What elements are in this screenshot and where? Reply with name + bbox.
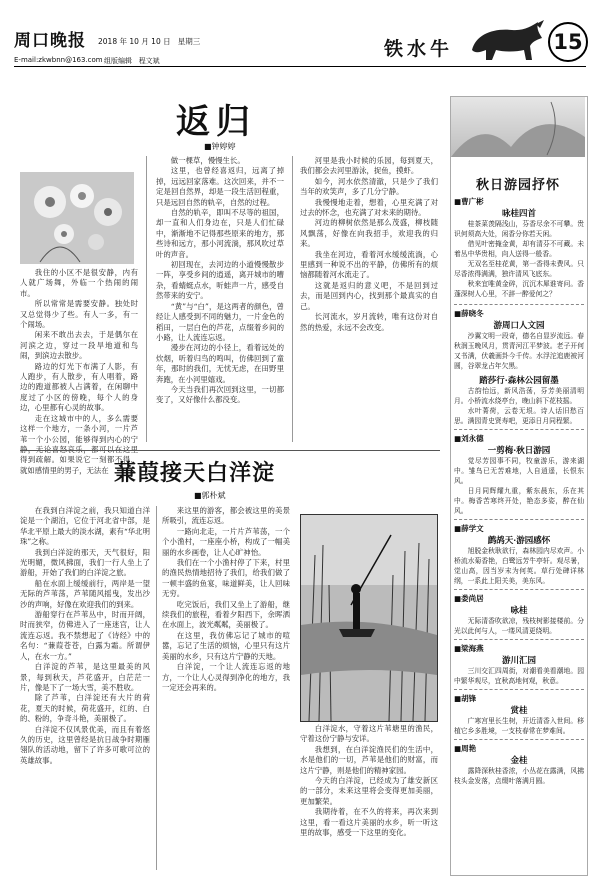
poem-title: 金桂 xyxy=(510,756,528,766)
paragraph: 在这里，我仿佛忘记了城市的喧嚣，忘记了生活的烦恼，心里只有这片美丽的水乡，只有这片宁静的天地。 xyxy=(162,630,290,661)
poem-author: ■薛学文 xyxy=(454,524,484,533)
paragraph: 在我到白洋淀之前，我只知道白洋淀是一个湖泊，它位于河北省中部，是华北平原上最大的淡水湖，素有“华北明珠”之称。 xyxy=(20,506,150,547)
paragraph: 来这里的游客，都会被这里的美景所吸引，流连忘返。 xyxy=(162,506,290,526)
poem-title: 鹧鸪天·游园感怀 xyxy=(487,536,551,546)
poem-line: 无双名至桂花黄，第一香得未费风。只尽香浓得满满，独许清风飞底东。 xyxy=(454,260,584,278)
paragraph: 除了芦苇，白洋淀还有大片的荷花，夏天的时候，荷花盛开，红的、白的、粉的，争奇斗艳，美丽极了。 xyxy=(20,693,150,724)
reed-boat-photo xyxy=(300,514,438,722)
paragraph: 一路向北走，一片片芦苇荡，一个个小渔村，一座座小桥，构成了一幅美丽的水乡画卷，让人心旷神怡。 xyxy=(162,526,290,557)
paragraph: 如今，河水依然清澈，只是少了我们当年的欢笑声，多了几分宁静。 xyxy=(300,176,438,197)
editor-label: 组版编辑 xyxy=(104,57,132,65)
masthead-rule xyxy=(14,66,586,67)
paragraph: 路边的灯光下布满了人影，有人跑步，有人散步，有人唱着，路边的跑道都被人占满着，在闲聊中度过了小区的傍晚，每个人的身边，心里都有心灵的故事。 xyxy=(20,361,138,413)
poem-author: ■周艳 xyxy=(454,744,477,753)
poem-line: 广寒宫里长生树，开近清香入世间。移植它乡多胜境，一支枝春常在梦难间。 xyxy=(454,717,584,735)
poem-line: 觉尽芳园事不同，牧童游乐，游来湖中。雏鸟已无苦难地，人自逍遥，长恨东风。 xyxy=(454,457,584,485)
poem-title: 一剪梅·秋日游园 xyxy=(487,446,551,456)
paragraph: 吃完饭后，我们又坐上了游船，继续我们的旅程，看着夕阳西下，余晖洒在水面上，波光粼粼，美丽极了。 xyxy=(162,599,290,630)
poem-entry xyxy=(454,693,584,736)
article2-title: 蒹葭接天白洋淀 xyxy=(114,461,276,486)
newspaper-logo: 周口晚报 xyxy=(14,31,86,51)
poem-title: 游川汇园 xyxy=(501,656,536,666)
poem-line: 三川交汇四周街，对潮看美看潮地。园中繁华观尽，宜秋高地何观，秋意。 xyxy=(454,667,584,685)
poem-line: 水叶菁荷，云卷无垠。诗人话旧愁百思。满园青史贤寿吧，更添日月同程繁。 xyxy=(454,407,584,425)
editor-credit xyxy=(104,56,160,66)
poem-author: ■薛晓冬 xyxy=(454,309,484,318)
paragraph: 走在这城市中的人，多么需要这样一个地方，一条小河，一片芦苇一个小公园，能够得到内心的宁静，无论喜怒哀乐，都可以在这里得到疏解。如果说它一刻都不得，就如感情里的男子，无法在 xyxy=(20,413,138,475)
poem-title: 赏桂 xyxy=(510,706,528,716)
poem-title: 游周口人文园 xyxy=(493,321,545,331)
article1-column-3 xyxy=(300,156,438,444)
paragraph: 漫步在河边的小径上，看着远处的炊烟，听着归鸟的鸣叫，仿佛回到了童年，那时的我们，无忧无虑，在田野里奔跑，在小河里嬉戏。 xyxy=(156,343,284,384)
flower-photo xyxy=(20,172,134,264)
article2-byline: ■郭朴斌 xyxy=(194,491,226,500)
poem-line: 秋来宜唯黄金碎，沉沉木犀谁寄问。香蓬深树人心里，不辞一醉爱何之？ xyxy=(454,280,584,298)
poem-entry xyxy=(454,523,584,586)
paragraph: 白洋淀，一个让人流连忘返的地方，一个让人心灵得到净化的地方，我一定还会再来的。 xyxy=(162,662,290,692)
paragraph: 我期待着，在不久的将来，再次来到这里，看一看这片美丽的水乡，听一听这里的故事，感受一下这里的变化。 xyxy=(300,807,438,838)
poem-entry xyxy=(454,374,584,426)
article1-column-2 xyxy=(156,156,284,444)
article-title: 返归 xyxy=(176,102,256,142)
poem-author: ■胡锋 xyxy=(454,694,477,703)
poem-title: 咏桂四首 xyxy=(501,209,536,219)
poem-line: 借见叶密掩金黄，却有清芬不可藏。未着丛中华贵相，向人送得一般香。 xyxy=(454,240,584,258)
poem-entry xyxy=(454,196,584,299)
poem-line: 桂茶菜羡隔浅山，芬香尽余不可攀。贵识何须高大处，闲香分你若天闲。 xyxy=(454,220,584,238)
article2-column-3 xyxy=(300,724,438,872)
poem-title: 踏莎行·森林公园留墨 xyxy=(479,376,559,386)
page-number: 15 xyxy=(548,22,588,62)
poem-title: 咏桂 xyxy=(510,606,528,616)
paragraph: 白洋淀的芦苇，是这里最美的风景，每到秋天，芦花盛开，白茫茫一片，像是下了一场大雪，美不胜收。 xyxy=(20,662,150,692)
paragraph: 我慢慢地走着，想着，心里充满了对过去的怀念，也充满了对未来的期待。 xyxy=(300,197,438,218)
poem-line: 旭脱金秋耿欲行，森林园内尽欢声。小桥流水菊香艳，白鹭远芳牛亭轩。观尽暑，觉山高，因当岁末为何英。草行处碑详林纲，一系此上阳关美，美东风。 xyxy=(454,547,584,585)
paragraph: 初回现在，去河边的小道慢慢散步一阵，享受乡间的逍遥，离开城市的嘈杂，看蜻蜓点水，听蛙声一片，感受自然带来的安宁。 xyxy=(156,260,284,301)
paragraph: “黄”与“白”，是这两者的颜色，曾经让人感受到不同的魅力，一片金色的稻田，一层白色的芦花，点缀着乡间的小路，让人流连忘返。 xyxy=(156,301,284,342)
paragraph: 我住的小区不是很安静，内有人就广场舞，外临一个热闹的闹市。 xyxy=(20,268,138,298)
poem-line: 沙翼文明一段奇，德名自显岁流远。春秋润玉晚风月，贯青河江平梦波。老子开何又书满，伏羲画卦今千传。水浮沱追鹿被河圆，谷翠龙占年欠黑。 xyxy=(454,332,584,370)
paragraph: 自然的轨辛，即叫不尽等的祖国，却一直和人们身边在，只是人们忙碌中，渐渐地不记得那些原来的地方，那些诗和远方，那小河流淌，那风吹过草叶的声音。 xyxy=(156,208,284,259)
paragraph: 今天当我们再次回到这里，一切都变了，又好像什么都没变。 xyxy=(156,384,284,405)
poem-author: ■娄尚居 xyxy=(454,594,484,603)
paragraph: 闲来不敢出去去，于是偶尔在河滨之边，穿过一段旱地道和鸟闹，到滨边去散步。 xyxy=(20,330,138,361)
sidebar-title: 秋日游园抒怀 xyxy=(475,178,560,193)
poem-entry xyxy=(454,593,584,636)
issue-date: 2018 年 10 月 10 日 xyxy=(98,37,171,46)
article1-column-1 xyxy=(20,268,138,475)
paragraph: 白洋淀不仅风景优美，而且有着悠久的历史，这里曾经是抗日战争时期雁翎队的活动地，留下了许多可歌可泣的英雄故事。 xyxy=(20,724,150,765)
contact-email: E-mail:zkwbnn@163.com xyxy=(14,56,103,64)
bull-icon xyxy=(466,20,546,64)
paragraph: 所以常常是需要安静。独处时又总觉得少了些。有人一多，有一个闹场。 xyxy=(20,299,138,330)
editor-name: 程文斌 xyxy=(138,57,160,65)
paragraph: 我们在一个小渔村停了下来，村里的渔民热情地招待了我们，给我们做了一顿丰盛的鱼宴，味道鲜美，让人回味无穷。 xyxy=(162,558,290,599)
paragraph: 长河流水，岁月流转，唯有这份对自然的热爱，永远不会改变。 xyxy=(300,312,438,332)
paragraph: 河边的柳树依然是那么茂盛，柳枝随风飘荡，好像在向我招手，欢迎我的归来。 xyxy=(300,218,438,249)
poem-line: 露降深秋桂香浓，小丛花在露满，风拂枝头金发落，点缀叶落满月圆。 xyxy=(454,767,584,785)
article-byline: ■钟婷婷 xyxy=(204,142,236,151)
poem-line: 古韵怡远，新风浩荡，芬芳美丽清明月。小桥流水绕亭台，晚山斜下花枝摇。 xyxy=(454,387,584,405)
poem-entry xyxy=(454,743,584,786)
paragraph: 这里，也曾经喜返归，远离了掉掉，远远回家落难。这次回来，并不一定是回自然界，却是一段生活回程重，只是远回自然的轨辛，自然的过程。 xyxy=(156,166,284,207)
paragraph: 我坐在河边，看着河水缓缓流淌，心里感到一种说不出的平静，仿佛所有的烦恼都随着河水流走了。 xyxy=(300,249,438,280)
paragraph: 我想到，在白洋淀渔民们的生活中，水是他们的一切，芦苇是他们的财富，而这片宁静，则是他们的精神家园。 xyxy=(300,744,438,775)
poem-author: ■梁海燕 xyxy=(454,644,484,653)
paragraph: 今天的白洋淀，已经成为了雄安新区的一部分，未来这里将会变得更加美丽，更加繁荣。 xyxy=(300,776,438,806)
poem-entry xyxy=(454,433,584,516)
poem-author: ■刘永德 xyxy=(454,434,484,443)
poem-entry xyxy=(454,643,584,686)
article2-column-2 xyxy=(162,506,290,872)
paragraph: 船在水面上缓缓前行，两岸是一望无际的芦苇荡，芦苇随风摇曳，发出沙沙的声响，好像在欢迎我们的到来。 xyxy=(20,578,150,609)
sidebar-entries xyxy=(454,196,584,786)
article2-column-1 xyxy=(20,506,150,872)
poem-line: 日月同辉耀九重，紫东晨东，乐在其中。梅香苦寒终开处，艳态多姿，醉在仙风。 xyxy=(454,487,584,515)
poem-author: ■曹广彬 xyxy=(454,197,484,206)
poem-entry xyxy=(454,308,584,371)
paragraph: 我到白洋淀的那天，天气很好，阳光明媚，微风拂面，我们一行人坐上了游船，开始了我们的白洋淀之旅。 xyxy=(20,547,150,578)
section-name: 铁水牛 xyxy=(384,38,454,60)
paragraph: 白洋淀水，守着这片苇塘里的渔民，守着这份宁静与安详。 xyxy=(300,724,438,744)
issue-weekday: 星期三 xyxy=(177,37,201,46)
dateline xyxy=(98,36,200,47)
paragraph: 做一棵草，慢慢生长。 xyxy=(170,156,245,165)
paragraph: 游船穿行在芦苇丛中，时而开阔，时而狭窄，仿佛进入了一座迷宫，让人流连忘返。我不禁想起了《诗经》中的名句：“蒹葭苍苍，白露为霜。所谓伊人，在水一方。” xyxy=(20,610,150,661)
paragraph: 河里是我小时候的乐园，每到夏天，我们都会去河里游泳，捉鱼，摸虾。 xyxy=(300,156,438,176)
poem-line: 无际清香吹欲凉，残枝树影接楼前。分光以此何与人，一缕风清更绕明。 xyxy=(454,617,584,635)
article-divider xyxy=(20,450,440,451)
sidebar-banner xyxy=(451,97,585,157)
paragraph: 这就是返归的意义吧，不是回到过去，而是回到内心，找到那个最真实的自己。 xyxy=(300,280,438,311)
